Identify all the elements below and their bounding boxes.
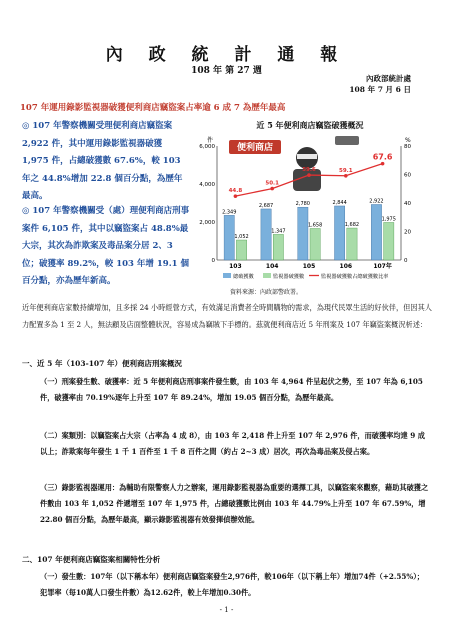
publish-date: 108 年 7 月 6 日 bbox=[349, 85, 411, 94]
y-tick-right: 20 bbox=[404, 229, 411, 236]
highlight-2: ◎ 107 年警察機關受（處）理便利商店刑事案件 6,105 件，其中以竊盜案占 48.8%最大宗，其次為詐欺案及毒品案分居 2、3 位；破獲率 89.2%，較 103 年增 19.1 個百分點，亦為歷年新高。 bbox=[22, 206, 190, 286]
chart-source: 資料來源：內政部警政署。 bbox=[230, 289, 303, 296]
page-title: 內 政 統 計 通 報 bbox=[105, 45, 348, 65]
y-axis-left-unit: 件 bbox=[206, 137, 213, 144]
thief-mask-illustration bbox=[297, 154, 317, 159]
x-tick-label: 107年 bbox=[373, 263, 392, 270]
rate-point bbox=[234, 194, 238, 198]
x-tick-label: 103 bbox=[229, 263, 242, 270]
y-tick-left: 0 bbox=[211, 258, 215, 264]
section-1-item-2: （二）案類別：以竊盜案占大宗（占率為 4 成 8），由 103 年 2,418 件上升至 107 年 2,976 件，而破獲率均達 9 成以上；詐欺案每年發生 1 千 1 百件至 1 千 8 百件之間（約占 2~3 成）居次，再次為毒品案及侵占案。 bbox=[40, 431, 425, 456]
bar-camera-label: 1,347 bbox=[271, 228, 286, 235]
publisher-block bbox=[349, 73, 411, 95]
section-2-heading: 二、107 年便利商店竊盜案相關特性分析 bbox=[22, 555, 161, 564]
section-1-item-3: （三）錄影監視器運用：為輔助有限警察人力之辦案，運用錄影監視器為重要的選擇工具，以竊盜案來觀察，藉助其破獲之件數由 103 年 1,052 件遞增至 107 年 1,975 件，占總破獲數比例由 103 年 44.79%上升至 107 年 67.59%，增 22.80 個百分點，為歷年最高，顯示錄影監視器有效發揮偵辦效能。 bbox=[40, 483, 429, 524]
bar-camera bbox=[347, 228, 357, 260]
bar-total-label: 2,349 bbox=[222, 209, 237, 216]
bar-camera bbox=[273, 234, 283, 260]
section-1-item-1: （一）刑案發生數、破獲率：近 5 年便利商店刑事案件發生數，由 103 年 4,964 件呈起伏之勢，至 107 年為 6,105 件，破獲率由 70.19%逐年上升至 107 年 89.24%，增加 19.05 個百分點，為歷年最高。 bbox=[40, 377, 423, 402]
week-subtitle: 108 年 第 27 週 bbox=[191, 66, 262, 76]
chart-title: 近 5 年便利商店竊盜破獲概況 bbox=[256, 120, 364, 130]
store-sign-text: 便利商店 bbox=[236, 143, 274, 153]
intro-paragraph: 近年便利商店家數持續增加，且多採 24 小時經營方式，有效滿足消費者全時間購物的需求，為現代民眾生活的好伙伴，但因其人力配置多為 1 至 2 人，無法顧及店面整體狀況，容易成為竊賊下手標的。茲就便利商店近 5 年刑案及 107 年竊盜案概況析述： bbox=[22, 303, 432, 329]
x-tick-label: 104 bbox=[265, 263, 279, 270]
section-1-heading: 一、近 5 年（103-107 年）便利商店刑案概況 bbox=[22, 359, 182, 368]
bar-total bbox=[334, 206, 344, 260]
y-tick-right: 80 bbox=[404, 144, 411, 150]
legend-swatch-camera bbox=[263, 273, 271, 278]
bar-total-label: 2,687 bbox=[258, 202, 274, 209]
rate-label: 50.1 bbox=[265, 180, 279, 187]
rate-point bbox=[270, 187, 274, 191]
x-tick-label: 106 bbox=[339, 263, 353, 270]
chart-panel bbox=[195, 118, 425, 290]
rate-point bbox=[381, 162, 385, 166]
page-number: - 1 - bbox=[219, 606, 234, 614]
headline: 107 年運用錄影監視器破獲便利商店竊盜案占率逾 6 成 7 為歷年最高 bbox=[20, 103, 286, 113]
bar-total-label: 2,922 bbox=[369, 198, 384, 205]
rate-point bbox=[307, 173, 311, 177]
rate-label: 59.1 bbox=[339, 167, 353, 174]
highlight-1: ◎ 107 年警察機關受理便利商店竊盜案 2,922 件，其中運用錄影監視器破獲 1,975 件，占總破獲數 67.6%，較 103 年之 44.8%增加 22.8 個百分點，為歷年最高。 bbox=[22, 121, 183, 201]
bar-total bbox=[261, 209, 271, 260]
bar-camera-label: 1,975 bbox=[381, 216, 396, 223]
bar-camera-label: 1,052 bbox=[234, 234, 249, 241]
bar-total-label: 2,780 bbox=[295, 201, 311, 208]
rate-point bbox=[344, 174, 348, 178]
bar-total bbox=[298, 207, 308, 260]
bar-total-label: 2,844 bbox=[332, 199, 347, 206]
rate-label: 44.8 bbox=[228, 188, 243, 195]
y-tick-right: 60 bbox=[404, 172, 411, 179]
bar-total bbox=[224, 215, 234, 260]
bar-camera bbox=[236, 240, 246, 260]
legend-label-camera: 監視器破獲數 bbox=[273, 274, 305, 280]
y-tick-right: 0 bbox=[404, 258, 408, 264]
bar-camera-label: 1,658 bbox=[307, 222, 323, 229]
rate-label: 59.6 bbox=[302, 167, 316, 174]
y-tick-right: 40 bbox=[404, 201, 411, 207]
y-axis-right-unit: % bbox=[405, 137, 411, 144]
y-tick-left: 6,000 bbox=[199, 144, 215, 150]
publisher-org: 內政部統計處 bbox=[366, 74, 411, 83]
legend-swatch-total bbox=[223, 273, 231, 278]
rate-label: 67.6 bbox=[372, 152, 393, 162]
bar-line-chart bbox=[195, 118, 425, 290]
bar-camera-label: 1,682 bbox=[344, 222, 360, 229]
y-tick-left: 2,000 bbox=[199, 220, 215, 226]
camera-illustration bbox=[335, 136, 359, 145]
legend-label-rate: 監視器破獲數占總破獲數比率 bbox=[321, 274, 389, 280]
legend-label-total: 總破獲數 bbox=[233, 274, 254, 280]
bar-total bbox=[371, 204, 381, 260]
bar-camera bbox=[384, 222, 394, 260]
y-tick-left: 4,000 bbox=[199, 182, 215, 188]
section-2-item-1: （一）發生數：107年（以下稱本年）便利商店竊盜案發生2,976件，較106年（以下稱上年）增加74件（+2.55%）；犯罪率（每10萬人口發生件數）為12.62件，較上年增加0.30件。 bbox=[40, 572, 424, 597]
x-tick-label: 105 bbox=[302, 263, 316, 270]
bar-camera bbox=[310, 228, 320, 260]
